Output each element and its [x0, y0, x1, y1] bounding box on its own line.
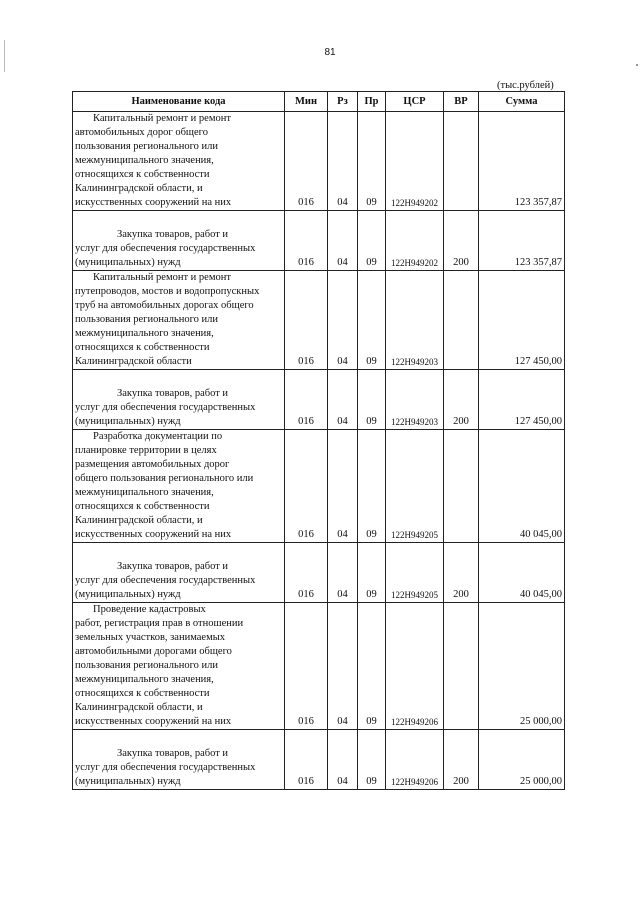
row-name-line: работ, регистрация прав в отношении: [75, 618, 244, 629]
table-row: [73, 543, 565, 603]
row-name-line: относящихся к собственности: [75, 169, 210, 180]
row-name-line: (муниципальных) нужд: [75, 776, 181, 787]
row-name-line: автомобильными дорогами общего: [75, 646, 232, 657]
row-name-line: пользования регионального или: [75, 660, 219, 671]
row-pr-cell: 09: [358, 211, 386, 271]
row-pr-cell: 09: [358, 112, 386, 211]
table-row: [73, 271, 565, 370]
row-name-cell: [73, 370, 285, 430]
row-pr-cell: 09: [358, 430, 386, 543]
row-csr-cell: 122Н949205: [386, 543, 444, 603]
row-rz-cell: 04: [328, 430, 358, 543]
row-min-cell: 016: [285, 271, 328, 370]
row-name-line: Проведение кадастровых: [93, 604, 206, 615]
row-vr-cell: [444, 271, 479, 370]
row-rz-cell: 04: [328, 271, 358, 370]
header-csr: ЦСР: [386, 92, 444, 112]
row-pr-cell: 09: [358, 543, 386, 603]
row-name-line: Закупка товаров, работ и: [117, 748, 229, 759]
row-name-line: общего пользования регионального или: [75, 473, 254, 484]
row-name-line: путепроводов, мостов и водопропускных: [75, 286, 260, 297]
table-row: [73, 430, 565, 543]
row-csr-cell: 122Н949202: [386, 211, 444, 271]
row-name-line: относящихся к собственности: [75, 501, 210, 512]
row-name-line: относящихся к собственности: [75, 342, 210, 353]
table-row: [73, 211, 565, 271]
row-vr-cell: [444, 603, 479, 730]
row-rz-cell: 04: [328, 730, 358, 790]
table-row: [73, 112, 565, 211]
row-rz-cell: 04: [328, 603, 358, 730]
table-row: [73, 730, 565, 790]
row-min-cell: 016: [285, 730, 328, 790]
table-row: [73, 370, 565, 430]
row-rz-cell: 04: [328, 543, 358, 603]
row-name-line: услуг для обеспечения государственных: [75, 575, 256, 586]
row-name-line: Калининградской области, и: [75, 183, 203, 194]
table-body: [73, 112, 565, 790]
row-name-cell: [73, 430, 285, 543]
row-min-cell: 016: [285, 211, 328, 271]
row-name-line: Калининградской области, и: [75, 515, 203, 526]
row-name-line: планировке территории в целях: [75, 445, 217, 456]
row-vr-cell: 200: [444, 370, 479, 430]
row-name-line: Закупка товаров, работ и: [117, 561, 229, 572]
row-name-cell: [73, 730, 285, 790]
row-name-line: межмуниципального значения,: [75, 328, 214, 339]
row-csr-cell: 122Н949202: [386, 112, 444, 211]
row-sum-cell: 25 000,00: [479, 730, 565, 790]
row-sum-cell: 40 045,00: [479, 430, 565, 543]
row-vr-cell: [444, 112, 479, 211]
row-name-line: услуг для обеспечения государственных: [75, 402, 256, 413]
header-vr: ВР: [444, 92, 479, 112]
row-min-cell: 016: [285, 370, 328, 430]
row-min-cell: 016: [285, 112, 328, 211]
row-name-line: Разработка документации по: [93, 431, 223, 442]
row-name-line: земельных участков, занимаемых: [75, 632, 226, 643]
row-rz-cell: 04: [328, 112, 358, 211]
row-vr-cell: 200: [444, 730, 479, 790]
row-name-line: межмуниципального значения,: [75, 155, 214, 166]
row-sum-cell: 127 450,00: [479, 271, 565, 370]
row-name-line: труб на автомобильных дорогах общего: [75, 300, 254, 311]
header-rz: Рз: [328, 92, 358, 112]
scan-edge-dot: [636, 64, 638, 66]
row-min-cell: 016: [285, 603, 328, 730]
row-sum-cell: 40 045,00: [479, 543, 565, 603]
row-sum-cell: 127 450,00: [479, 370, 565, 430]
row-name-line: автомобильных дорог общего: [75, 127, 208, 138]
row-name-cell: [73, 603, 285, 730]
row-csr-cell: 122Н949203: [386, 370, 444, 430]
row-name-line: относящихся к собственности: [75, 688, 210, 699]
row-pr-cell: 09: [358, 603, 386, 730]
row-vr-cell: [444, 430, 479, 543]
row-name-line: Капитальный ремонт и ремонт: [93, 113, 231, 124]
row-pr-cell: 09: [358, 271, 386, 370]
row-name-line: услуг для обеспечения государственных: [75, 243, 256, 254]
row-rz-cell: 04: [328, 370, 358, 430]
header-name: Наименование кода: [73, 92, 285, 112]
row-rz-cell: 04: [328, 211, 358, 271]
row-name-line: (муниципальных) нужд: [75, 416, 181, 427]
row-name-line: пользования регионального или: [75, 314, 219, 325]
row-sum-cell: 123 357,87: [479, 112, 565, 211]
row-name-line: Закупка товаров, работ и: [117, 229, 229, 240]
header-pr: Пр: [358, 92, 386, 112]
row-name-line: пользования регионального или: [75, 141, 219, 152]
row-name-cell: [73, 271, 285, 370]
row-pr-cell: 09: [358, 370, 386, 430]
row-name-line: Калининградской области: [75, 356, 192, 367]
row-name-line: искусственных сооружений на них: [75, 529, 232, 540]
table-row: [73, 603, 565, 730]
header-sum: Сумма: [479, 92, 565, 112]
page-number: 81: [324, 47, 336, 58]
row-vr-cell: 200: [444, 543, 479, 603]
row-name-cell: [73, 112, 285, 211]
row-pr-cell: 09: [358, 730, 386, 790]
budget-table: [72, 91, 565, 790]
row-name-line: (муниципальных) нужд: [75, 257, 181, 268]
row-csr-cell: 122Н949206: [386, 603, 444, 730]
row-name-line: Калининградской области, и: [75, 702, 203, 713]
row-name-line: Капитальный ремонт и ремонт: [93, 272, 231, 283]
header-row: [73, 92, 565, 112]
header-min: Мин: [285, 92, 328, 112]
units-note: (тыс.рублей): [497, 80, 554, 91]
row-name-line: услуг для обеспечения государственных: [75, 762, 256, 773]
row-name-line: межмуниципального значения,: [75, 674, 214, 685]
row-csr-cell: 122Н949203: [386, 271, 444, 370]
row-sum-cell: 123 357,87: [479, 211, 565, 271]
row-name-cell: [73, 211, 285, 271]
row-min-cell: 016: [285, 430, 328, 543]
row-name-cell: [73, 543, 285, 603]
row-csr-cell: 122Н949205: [386, 430, 444, 543]
row-csr-cell: 122Н949206: [386, 730, 444, 790]
row-name-line: (муниципальных) нужд: [75, 589, 181, 600]
row-name-line: Закупка товаров, работ и: [117, 388, 229, 399]
row-name-line: размещения автомобильных дорог: [75, 459, 230, 470]
row-min-cell: 016: [285, 543, 328, 603]
row-name-line: межмуниципального значения,: [75, 487, 214, 498]
row-name-line: искусственных сооружений на них: [75, 716, 232, 727]
row-sum-cell: 25 000,00: [479, 603, 565, 730]
row-vr-cell: 200: [444, 211, 479, 271]
row-name-line: искусственных сооружений на них: [75, 197, 232, 208]
